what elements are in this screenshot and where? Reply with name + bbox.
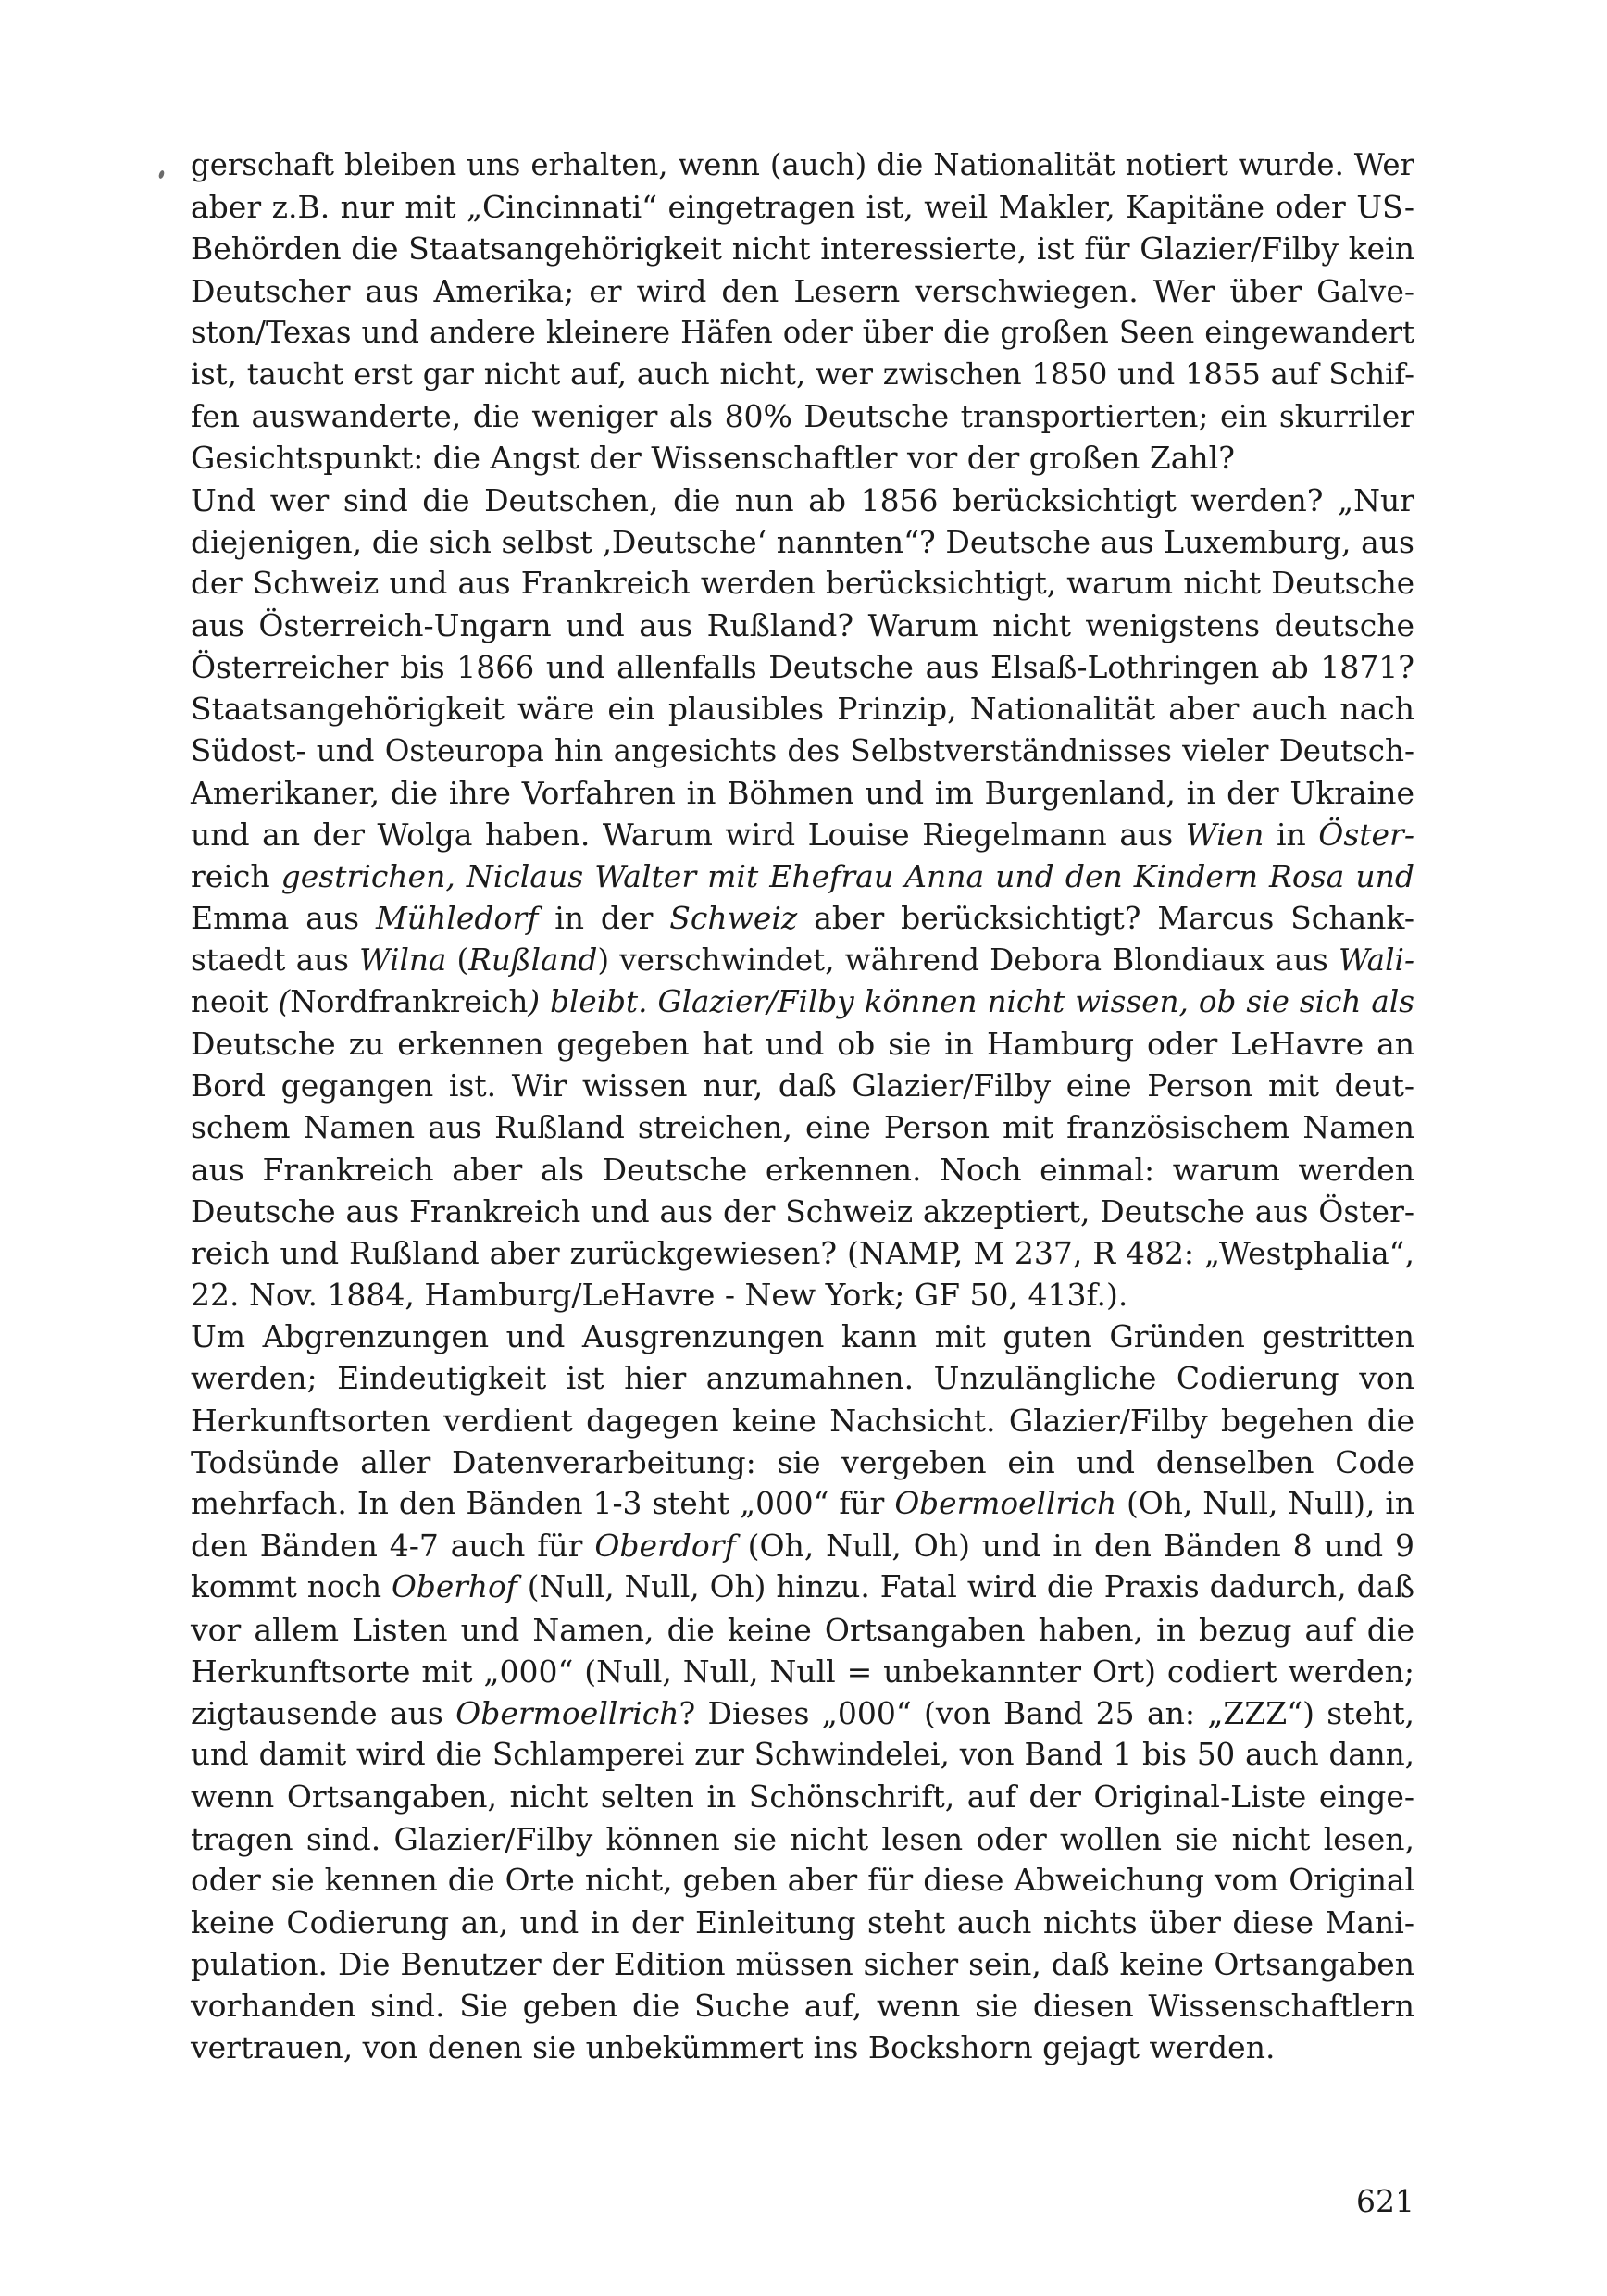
text-segment: Amerikaner, die ihre Vorfahren in Böhmen und im Burgenland, in der Ukraine — [191, 774, 1414, 811]
text-segment: aus Frankreich aber als Deutsche erkennen. Noch einmal: warum werden — [191, 1151, 1414, 1188]
text-line — [191, 1274, 1414, 1316]
text-line — [191, 1106, 1414, 1148]
text-segment: ) verschwindet, während Debora Blondiaux aus — [597, 942, 1339, 978]
text-line — [191, 1232, 1414, 1274]
text-segment: neoit — [191, 983, 268, 1019]
text-line — [191, 563, 1414, 605]
text-segment: zigtausende aus — [191, 1694, 456, 1731]
text-line — [191, 730, 1414, 772]
text-segment: ( — [446, 942, 469, 978]
text-segment: schem Namen aus Rußland streichen, eine Person mit französischem Namen — [191, 1109, 1414, 1146]
text-segment: aber berücksichtigt? Marcus Schank- — [797, 900, 1414, 937]
text-line — [191, 521, 1414, 563]
text-segment: (Null, Null, Oh) hinzu. Fatal wird die Praxis dadurch, daß — [517, 1569, 1414, 1605]
text-segment: vorhanden sind. Sie geben die Suche auf, wenn sie diesen Wissenschaftlern — [191, 1988, 1414, 2025]
text-segment: tragen sind. Glazier/Filby können sie nicht lesen oder wollen sie nicht lesen, — [191, 1820, 1414, 1857]
text-line — [191, 2027, 1414, 2068]
text-line — [191, 981, 1414, 1023]
text-segment: aus Österreich-Ungarn und aus Rußland? Warum nicht wenigstens deutsche — [191, 607, 1414, 644]
margin-mark — [158, 169, 166, 179]
italic-text: ( — [268, 983, 291, 1019]
italic-text: Schweiz — [669, 900, 798, 937]
text-line — [191, 646, 1414, 688]
italic-text: Oberdorf — [594, 1528, 736, 1565]
text-segment: mehrfach. In den Bänden 1-3 steht „000“ für — [191, 1486, 895, 1521]
text-segment: ist, taucht erst gar nicht auf, auch nicht, wer zwischen 1850 und 1855 auf Schif- — [191, 356, 1414, 392]
text-segment: Todsünde aller Datenverarbeitung: sie vergeben ein und denselben Code — [191, 1443, 1414, 1480]
text-line — [191, 1734, 1414, 1776]
text-line — [191, 1149, 1414, 1191]
text-segment: Herkunftsorten verdient dagegen keine Nachsicht. Glazier/Filby begehen die — [191, 1402, 1414, 1439]
text-line — [191, 1566, 1414, 1608]
text-line — [191, 437, 1414, 479]
text-segment: ? Dieses „000“ (von Band 25 an: „ZZZ“) steht, — [679, 1694, 1415, 1731]
italic-text: ) bleibt. Glazier/Filby können nicht wissen, ob sie sich als — [528, 983, 1414, 1019]
text-segment: vor allem Listen und Namen, die keine Ortsangaben haben, in bezug auf die — [191, 1611, 1414, 1648]
text-line — [191, 897, 1414, 939]
text-line — [191, 1065, 1414, 1106]
text-line — [191, 1776, 1414, 1817]
text-segment: den Bänden 4-7 auch für — [191, 1528, 595, 1565]
text-segment: Deutscher aus Amerika; er wird den Lesern verschwiegen. Wer über Galve- — [191, 272, 1414, 309]
text-line — [191, 144, 1414, 186]
text-line — [191, 1985, 1414, 2027]
text-line — [191, 354, 1414, 395]
italic-text: Obermoellrich — [894, 1486, 1117, 1521]
text-line — [191, 1902, 1414, 1943]
text-line — [191, 1191, 1414, 1232]
text-line — [191, 312, 1414, 354]
text-segment: und an der Wolga haben. Warum wird Louise Riegelmann aus — [191, 817, 1186, 853]
text-segment: Deutsche zu erkennen gegeben hat und ob sie in Hamburg oder LeHavre an — [191, 1025, 1414, 1062]
text-line — [191, 1483, 1414, 1525]
text-segment: Österreicher bis 1866 und allenfalls Deutsche aus Elsaß-Lothringen ab 1871? — [191, 649, 1414, 686]
text-segment: ston/Texas und andere kleinere Häfen oder über die großen Seen eingewandert — [191, 314, 1414, 350]
text-segment: vertrauen, von denen sie unbekümmert ins Bockshorn gejagt werden. — [191, 2029, 1276, 2066]
text-segment: in der — [538, 900, 670, 937]
text-segment: Herkunftsorte mit „000“ (Null, Null, Null = unbekannter Ort) codiert werden; — [191, 1653, 1414, 1690]
text-line — [191, 1692, 1414, 1734]
text-segment: Deutsche aus Frankreich und aus der Schweiz akzeptiert, Deutsche aus Öster- — [191, 1192, 1414, 1229]
text-segment: der Schweiz und aus Frankreich werden berücksichtigt, warum nicht Deutsche — [191, 565, 1414, 601]
italic-text: Wali- — [1338, 942, 1414, 978]
text-segment: Behörden die Staatsangehörigkeit nicht interessierte, ist für Glazier/Filby kein — [191, 231, 1414, 268]
text-line — [191, 1818, 1414, 1860]
text-segment: kommt noch — [191, 1569, 392, 1605]
italic-text: Oberhof — [392, 1569, 517, 1605]
text-line — [191, 1860, 1414, 1902]
text-segment: Gesichtspunkt: die Angst der Wissenschaftler vor der großen Zahl? — [191, 440, 1235, 477]
text-segment: in — [1264, 817, 1319, 853]
text-segment: oder sie kennen die Orte nicht, geben aber für diese Abweichung vom Original — [191, 1862, 1414, 1898]
text-segment: Und wer sind die Deutschen, die nun ab 1856 berücksichtigt werden? „Nur — [191, 481, 1414, 518]
text-segment: pulation. Die Benutzer der Edition müssen sicher sein, daß keine Ortsangaben — [191, 1946, 1414, 1983]
italic-text: Obermoellrich — [455, 1694, 679, 1731]
text-segment: und damit wird die Schlamperei zur Schwindelei, von Band 1 bis 50 auch dann, — [191, 1737, 1414, 1773]
text-segment: reich und Rußland aber zurückgewiesen? (NAMP, M 237, R 482: „Westphalia“, — [191, 1234, 1414, 1271]
text-segment: werden; Eindeutigkeit ist hier anzumahnen. Unzulängliche Codierung von — [191, 1360, 1414, 1397]
text-line — [191, 605, 1414, 646]
italic-text: Öster- — [1318, 817, 1414, 853]
italic-text: gestrichen, Niclaus Walter mit Ehefrau Anna und den Kindern Rosa und — [269, 858, 1414, 895]
text-segment: diejenigen, die sich selbst ‚Deutsche‘ nannten“? Deutsche aus Luxemburg, aus — [191, 523, 1414, 560]
text-segment: keine Codierung an, und in der Einleitung steht auch nichts über diese Mani- — [191, 1903, 1414, 1940]
text-line — [191, 1316, 1414, 1357]
text-line — [191, 772, 1414, 814]
text-line — [191, 228, 1414, 269]
text-line — [191, 855, 1414, 897]
text-segment: fen auswanderte, die weniger als 80% Deutsche transportierten; ein skurriler — [191, 398, 1414, 435]
text-line — [191, 1441, 1414, 1483]
text-line — [191, 814, 1414, 855]
text-segment: Bord gegangen ist. Wir wissen nur, daß Glazier/Filby eine Person mit deut- — [191, 1067, 1414, 1104]
text-segment: Staatsangehörigkeit wäre ein plausibles Prinzip, Nationalität aber auch nach — [191, 691, 1414, 728]
text-line — [191, 480, 1414, 521]
text-segment: Emma aus — [191, 900, 376, 937]
text-line — [191, 1525, 1414, 1566]
text-line — [191, 395, 1414, 437]
text-segment: 22. Nov. 1884, Hamburg/LeHavre - New York; GF 50, 413f.). — [191, 1277, 1128, 1314]
body-text — [191, 144, 1414, 2069]
text-segment: Südost- und Osteuropa hin angesichts des Selbstverständnisses vieler Deutsch- — [191, 732, 1414, 768]
text-segment: wenn Ortsangaben, nicht selten in Schönschrift, auf der Original-Liste einge- — [191, 1778, 1414, 1816]
text-line — [191, 1609, 1414, 1651]
text-line — [191, 1023, 1414, 1065]
text-segment: aber z.B. nur mit „Cincinnati“ eingetragen ist, weil Makler, Kapitäne oder US- — [191, 189, 1414, 226]
text-line — [191, 1943, 1414, 1985]
text-segment: staedt aus — [191, 942, 360, 978]
text-line — [191, 1400, 1414, 1441]
text-line — [191, 1357, 1414, 1399]
text-line — [191, 270, 1414, 312]
text-line — [191, 1651, 1414, 1692]
text-segment: gerschaft bleiben uns erhalten, wenn (auch) die Nationalität notiert wurde. Wer — [191, 147, 1414, 182]
text-line — [191, 940, 1414, 981]
text-segment: (Oh, Null, Null), in — [1116, 1486, 1414, 1521]
text-segment: (Oh, Null, Oh) und in den Bänden 8 und 9 — [735, 1528, 1414, 1565]
italic-text: Wien — [1185, 817, 1264, 853]
page-number: 621 — [1356, 2183, 1414, 2219]
italic-text: Wilna — [359, 942, 447, 978]
italic-text: Rußland — [468, 942, 598, 978]
text-line — [191, 186, 1414, 228]
text-line — [191, 688, 1414, 730]
text-segment: reich — [191, 858, 270, 895]
text-segment: Nordfrankreich — [290, 983, 529, 1019]
text-segment: Um Abgrenzungen und Ausgrenzungen kann mit guten Gründen gestritten — [191, 1318, 1414, 1355]
italic-text: Mühledorf — [375, 900, 539, 937]
